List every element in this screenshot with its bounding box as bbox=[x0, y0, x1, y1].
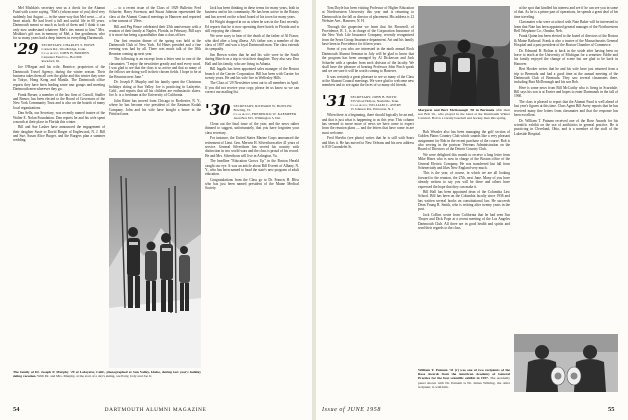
class-year-number: '31 bbox=[322, 91, 348, 110]
page-number: 55 bbox=[608, 406, 615, 413]
class-officers: SECRETARY, JOHN B. BOYD 333 Wood Hollow, Nashville, Tenn. Class Agent, WILLIAM C. AVERY 15 Johnson Rd., Princeton, N. J. bbox=[350, 94, 402, 112]
class-note-paragraph: Dr. Edmond B. Bolton is back in the stride after having been on leave to teach at the University of Michigan for a semester. Eddie and his family enjoyed the change of scene but are glad to be back in Hanover. bbox=[514, 48, 618, 66]
class-note-paragraph: ... to a recent issue of the Class of 1929 Bulletin: Fred Schaefer, Harry Swenson, and Stuart Johnson represented the class at the Alumni Council meetings in Hanover and reported a fine turnout of '29ers. bbox=[109, 6, 201, 24]
class-note-paragraph: Dr. Joseph P. Murphy and his family spent the Christmas holidays skiing at Sun Valley. Joe is practicing in Lafayette, Calif., and reports that all his children are enthusiastic skiers. Joe Jr. is a freshman at the University of California. bbox=[109, 80, 201, 98]
class-officers: SECRETARY, CHARLES S. HOWE Corners Rd., Woodbridge, Conn. Class Agent, JOHN H. BORDEN Carpenter Fund Co., Box 966 Rockford, Ill. bbox=[41, 42, 95, 64]
class-note-paragraph: Mel Mishkin's secretary sent us a check for the Alumni Fund with a note saying, "Mel's (whom none of you) died very suddenly last August — in the same way that Mel went — of a heart attack. He had lived a full and useful life in 60 years. Dartmouth meant so much as both of them and I think it can only now understand whatever Mel's ties meant to him." Mrs. Mishkin's gift was in memory of Mel, a fine gentleman, who for so many years had a deep interest in everything Dartmouth. bbox=[13, 6, 105, 41]
class-year-number: '29 bbox=[13, 39, 39, 58]
bermuda-family-photo-image bbox=[418, 6, 510, 106]
right-column-3 bbox=[514, 6, 618, 331]
ski-family-photo bbox=[109, 158, 201, 368]
class-note-paragraph: Bill and Sue Lasher have announced the engagement of their daughter Susie to David Burger of Englewood, N. J. Bill and Sue, Susan Alice Burger, and the Burgers plan a summer wedding. bbox=[13, 125, 105, 143]
class-note-paragraph: Fred Shevlin (see photo) writes that he is still with Sears and likes it. He has moved to New Orleans and his new address is 810 Carondelet St. bbox=[322, 136, 414, 149]
class-note-paragraph: For instance, the United States Marine Corps announced the retirement of Lieut. Gen. Merwin H. Silverthorn after 41 years of service. General Silverthorn has served his country with distinction in two world wars and the class is proud of his record. He and Mrs. Silverthorn will live in Arlington, Va. bbox=[205, 136, 299, 158]
award-photo-image bbox=[514, 334, 618, 392]
class-note-paragraph: Joe O'Regan and his wife, Beatrice, proprietors of the Dartmouth Travel Agency, during the winter season. Their business takes them all over the globe and this winter they were in Tokyo, Hong Kong and Manila. The Dartmouth office reports they have been leading some tour groups and meeting Dartmouth men wherever they go. bbox=[13, 65, 105, 92]
issue-date-footer: Issue of JUNE 1958 bbox=[322, 407, 381, 413]
class-note-paragraph: Frank Breuer, a member of the law firm of Carroll, Stadler and Breuer, has been elected to the Board of Governors of the New York Community Trust and is also on the boards of many local organizations. bbox=[13, 92, 105, 110]
class-note-paragraph: Tom Doyle has been visiting Professor of Higher Education at Northwestern University this year and is returning to Dartmouth in the fall as director of placement. His address is 12 Webster Ave., Hanover, N. H. bbox=[322, 6, 414, 24]
class-note-paragraph: Clean out the final issue of the year, and the news rather thinned to suggest, unfortunately, that you have forgotten your class secretary. bbox=[205, 122, 299, 135]
class-note-paragraph: When there is a beginning, there should logically be an end, and that is just what is happening to us this year. This column has seemed to move more of news we have come to expect from the reunion plans — and the letters that have come in are most welcome. bbox=[322, 113, 414, 135]
class-note-paragraph: We were sorry to hear of the death of the father of Al Fraser, who died after a long illness. Al's father was a member of the class of 1897 and was a loyal Dartmouth man. The class extends its sympathy. bbox=[205, 34, 299, 52]
class-note-paragraph: We were delighted this month to receive a long letter from Mike Hines who is now in charge of the Boston office of the General Electric Company. He was transferred last fall from Schenectady and likes New England very much. bbox=[418, 152, 510, 170]
right-column-2 bbox=[418, 130, 510, 366]
class-note-paragraph: Congratulations from the Class go to Dr. Francis H. Bliss who has just been named president of the Maine Medical Society. bbox=[205, 177, 299, 191]
class-note-paragraph: The Class of '29 Newsletter went out to all members in April. If you did not receive your copy, please let us know so we can correct our mailing list. bbox=[205, 81, 299, 95]
class-note-paragraph: Frank Quinn has been elected to the board of directors of the Boston & Maine Railroad. Frank is also a trustee of the Massachusetts General Hospital and a past president of the Boston Chamber of Commerce. bbox=[514, 34, 618, 48]
magazine-title-footer: DARTMOUTH ALUMNI MAGAZINE bbox=[104, 407, 207, 413]
ski-family-photo-image bbox=[109, 158, 201, 368]
award-photo-caption: William T. Putnam '31 (r) was one of two recipients of the Rose Awards from the American Academy of General Practice for the best scientific exhibit in 1957. The Academy panel shown with Dr. Putnam is Dr. James Whiting, the other recipient, is with him. bbox=[418, 368, 510, 389]
class-note-paragraph: Bill and Peg Bruce celebrated their 25th anniversary with a reunion of their family at Naples, Florida, in February. Bill says it is more fun being a grandfather than a class officer. bbox=[109, 24, 201, 38]
right-column-1 bbox=[322, 6, 414, 402]
class-note-paragraph: Jack Collins wrote from California that he had seen Jim Thayer and Dick Pope at a recent meeting of the Los Angeles Dartmouth Club. All three are in good health and spirits and send their regards to the class. bbox=[418, 212, 510, 230]
class-note-paragraph: Bill Hall has been appointed dean of the Columbia Law School. Bill has been on the Columbia faculty since 1936 and has written several books on constitutional law. He succeeds Dean Young B. Smith, who is retiring after twenty years in the post. bbox=[418, 190, 510, 212]
ski-family-photo-caption: The family of Dr. Joseph P. Murphy '29 of Lafayette, Calif., photographed at Sun Valley, Idaho, during last year's holiday skiing vacation. With Dr. and Mrs. Murphy, at the start of a day's skiing, are Patty, Jody and Joe Jr. bbox=[13, 370, 201, 379]
class-note-paragraph: Classmates who were at school with Nate Baker will be interested to learn that Nate has been appointed general manager of the Northwestern Bell Telephone Co., Omaha, Neb. bbox=[514, 20, 618, 33]
class-note-paragraph: Jim Brown writes that he and his wife were in the South during March on a trip to visit their daughter. They also saw Don Hall and his family, who are living in Atlanta. bbox=[205, 53, 299, 66]
page-number: 54 bbox=[13, 406, 20, 413]
left-column-2 bbox=[109, 6, 201, 154]
bermuda-photo-caption: Margaret and Burt McDonough '30 in Bermuda with their son Bob '61, who played in the band at the Dartmouth Winter Carnival. Bob is a varsity baseball and hockey man this spring. bbox=[418, 108, 511, 121]
class-note-paragraph: Dr. William T. Putnam received one of the Rose Awards for his scientific exhibit on the use of antibiotics in general practice. He is practicing in Cleveland, Ohio, and is a member of the staff of the Lakeside Hospital. bbox=[514, 118, 618, 136]
class-note-paragraph: This is the year, of course, in which we are all looking forward to the reunion, the 27th, next June. Many of you have already written to say you will be there and others have expressed the hope that they can make it. bbox=[418, 171, 510, 189]
class-note-paragraph: Bob Weasler also has been managing the golf section of Golden Plains Country Club which sounds like a very pleasant assignment for Bob in the recent purchase of the course. Bob is also serving in the postwar Veterans Administration on the Board of Directors of the Detroit Country Club. bbox=[418, 130, 510, 152]
class-note-paragraph: The following is an excerpt from a letter sent to one of the classmates: "I enjoy the newsletter greatly and read every word. I was glad to see that the class is so active and that so many of the fellows are doing well in their chosen fields. I hope to be at the Reunion next June." bbox=[109, 57, 201, 79]
class-year-heading-29 bbox=[13, 39, 105, 64]
class-note-paragraph: Here is some news from Bill McCarthy who is living in Scarsdale. Bill says his son is at Exeter and hopes to enter Dartmouth in the fall of 1960. bbox=[514, 85, 618, 99]
class-note-paragraph: Dan Sella, our Secretary, was recently named trustee of the Walter E. Nolan Foundation. Dan reports he and his wife spent a month at their place in Florida this winter. bbox=[13, 111, 105, 124]
class-note-paragraph: Jack has been thinking in these terms for many years, both in business and in his community. He has been active in the Rotary and has served on the school board of his town for many years. bbox=[205, 6, 299, 19]
class-note-paragraph: The headline "Education Grows Up" in the Boston Herald caught our eye. It was an article about Bill Everett of Albany, N. Y., who has been named to head the state's new program of adult education. bbox=[205, 159, 299, 177]
class-year-number: '30 bbox=[205, 100, 231, 119]
page-gutter bbox=[312, 0, 316, 420]
right-page bbox=[317, 0, 628, 420]
class-note-paragraph: Bert Hooker writes that he and his wife have just returned from a trip to Bermuda and had a good time at the annual meeting of the Dartmouth Club of Bermuda. They saw several classmates there, including Burt McDonough and his son Bob. bbox=[514, 67, 618, 85]
award-photo bbox=[514, 334, 618, 392]
bermuda-family-photo bbox=[418, 6, 510, 106]
class-note-paragraph: at the spot that kindled his interest and see if he can see you in some of that. As he is a prime part of operations, he spends a great deal of his time traveling. bbox=[514, 6, 618, 19]
class-year-heading-30 bbox=[205, 100, 299, 120]
class-note-paragraph: Through the grapevine we learn that Art Brownell, of Providence, R. I., is in charge of the Corporation Insurance of the New York Life Insurance Company, recently reorganized from the Sears Group Insurance department. Art and his family have been in Providence for fifteen years. bbox=[322, 24, 414, 46]
class-year-heading-31 bbox=[322, 91, 414, 112]
class-note-paragraph: John Ritter has moved from Chicago to Rochester, N. Y., where he has become vice president of the Eastman Kodak Company. John and his wife have bought a home in the Pittsford area. bbox=[109, 98, 201, 116]
class-officers: SECRETARY, RICHARD W. BOWLER Bowling, Vt. Class Agent, FREDERICK W. KAEMPFER Aven Box 815, Wilmington 3, Del. bbox=[233, 103, 297, 120]
class-note-paragraph: Our first reunion dinner of the spring was held at the Dartmouth Club of New York. Ed Hines presided and a fine evening was had by all. There was much talk of the 30th Reunion coming up next year. bbox=[109, 38, 201, 56]
left-column-3 bbox=[205, 6, 299, 402]
left-page bbox=[0, 0, 311, 420]
class-note-paragraph: The class is pleased to report that the Alumni Fund is well ahead of last year's figures at this time. Class Agent Bill Avery reports that he has received many fine letters from classmates and that the response has been excellent. bbox=[514, 100, 618, 118]
class-note-paragraph: Some of you who are interested in the ninth annual Rock Dartmouth Alumni Seminar in July will be glad to know that the program has been arranged by Al Dickerson and Jack Schaefer with a speaker from each division of the faculty. We shall have the pleasure of hearing Professor John Finch speak and we are sure it will be worth coming to Hanover. bbox=[322, 47, 414, 74]
class-note-paragraph: Ed Wright dropped in on us when he was in the East recently. Ed reports that he is now operating three hotels in Florida and is still enjoying the climate. bbox=[205, 20, 299, 33]
left-column-1 bbox=[13, 6, 105, 402]
class-note-paragraph: Bill Ingalls has been appointed sales manager of the Boston branch of the Carrier Corporation. Bill has been with Carrier for twenty years. He and his wife live in Wellesley Hills. bbox=[205, 67, 299, 80]
class-note-paragraph: It was certainly a great pleasure to see so many of the Class at the Alumni Council meetings. We were glad to welcome new members and to see again the faces of so many old friends. bbox=[322, 74, 414, 88]
